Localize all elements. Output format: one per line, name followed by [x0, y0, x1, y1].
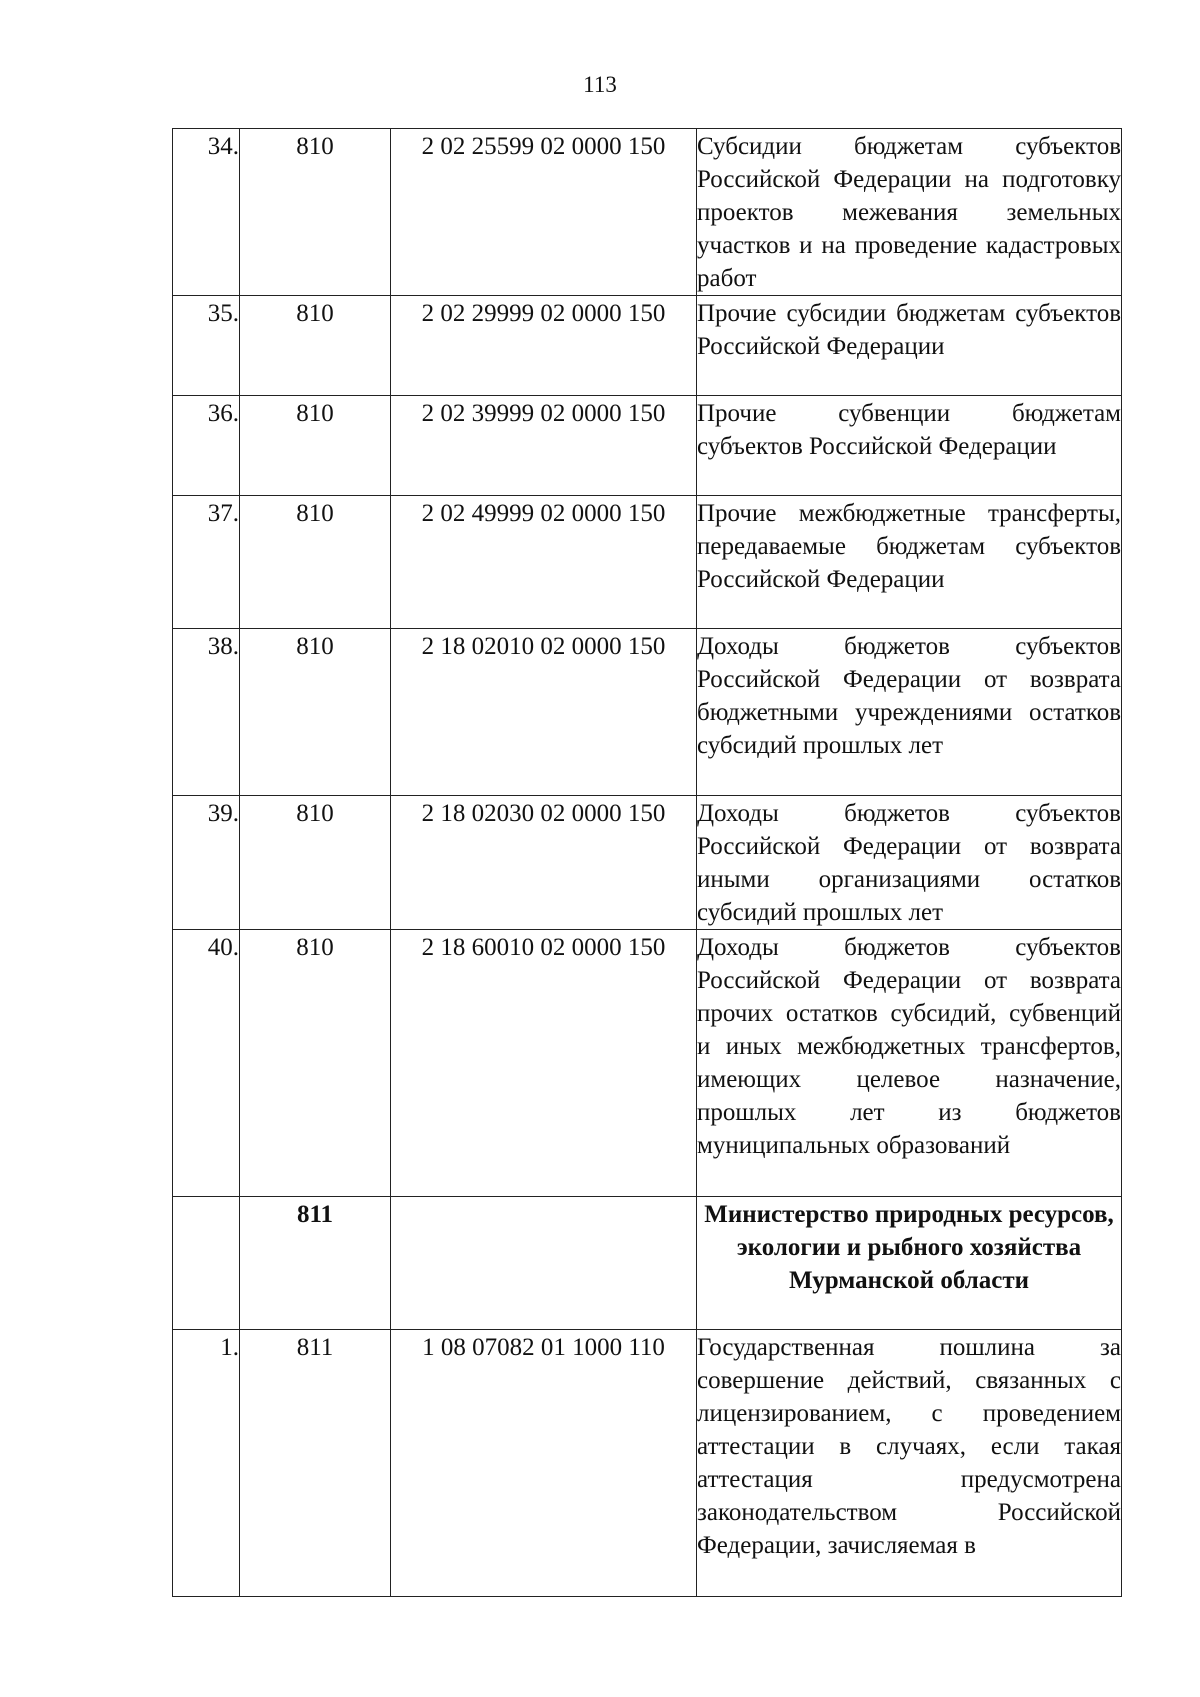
row-number: 38. — [173, 629, 240, 796]
table-row — [173, 930, 1122, 1197]
table-row — [173, 129, 1122, 296]
budget-classification-code: 2 18 02010 02 0000 150 — [391, 629, 697, 796]
table-row — [173, 396, 1122, 496]
revenue-name: Доходы бюджетов субъектов Российской Федерации от возврата прочих остатков субсидий, субвенций и иных межбюджетных трансфертов, имеющих целевое назначение, прошлых лет из бюджетов муниципальных образований — [697, 930, 1122, 1197]
revenue-name: Прочие субсидии бюджетам субъектов Российской Федерации — [697, 296, 1122, 396]
admin-code: 810 — [240, 396, 391, 496]
admin-code: 810 — [240, 930, 391, 1197]
row-number: 1. — [173, 1330, 240, 1597]
revenue-name: Прочие межбюджетные трансферты, передаваемые бюджетам субъектов Российской Федерации — [697, 496, 1122, 629]
admin-code: 810 — [240, 629, 391, 796]
table-row — [173, 296, 1122, 396]
admin-code: 810 — [240, 796, 391, 930]
budget-classification-code: 1 08 07082 01 1000 110 — [391, 1330, 697, 1597]
table-row — [173, 629, 1122, 796]
revenue-codes-table — [172, 128, 1122, 1597]
admin-code: 810 — [240, 296, 391, 396]
admin-code: 810 — [240, 129, 391, 296]
revenue-name: Государственная пошлина за совершение действий, связанных с лицензированием, с проведением аттестации в случаях, если такая аттестация предусмотрена законодательством Российской Федерации, зачисляемая в — [697, 1330, 1122, 1597]
budget-classification-code: 2 02 49999 02 0000 150 — [391, 496, 697, 629]
admin-code: 811 — [240, 1330, 391, 1597]
table-row — [173, 496, 1122, 629]
admin-code: 811 — [240, 1197, 391, 1330]
row-number: 40. — [173, 930, 240, 1197]
revenue-name: Субсидии бюджетам субъектов Российской Федерации на подготовку проектов межевания земельных участков и на проведение кадастровых работ — [697, 129, 1122, 296]
row-number: 37. — [173, 496, 240, 629]
revenue-name: Доходы бюджетов субъектов Российской Федерации от возврата бюджетными учреждениями остатков субсидий прошлых лет — [697, 629, 1122, 796]
budget-classification-code: 2 18 60010 02 0000 150 — [391, 930, 697, 1197]
admin-code: 810 — [240, 496, 391, 629]
row-number: 34. — [173, 129, 240, 296]
row-number: 35. — [173, 296, 240, 396]
ministry-name: Министерство природных ресурсов, экологии и рыбного хозяйства Мурманской области — [697, 1197, 1122, 1330]
budget-classification-code: 2 18 02030 02 0000 150 — [391, 796, 697, 930]
budget-classification-code: 2 02 29999 02 0000 150 — [391, 296, 697, 396]
budget-classification-code: 2 02 25599 02 0000 150 — [391, 129, 697, 296]
budget-classification-code: 2 02 39999 02 0000 150 — [391, 396, 697, 496]
row-number — [173, 1197, 240, 1330]
row-number: 36. — [173, 396, 240, 496]
table-row — [173, 1330, 1122, 1597]
row-number: 39. — [173, 796, 240, 930]
revenue-name: Доходы бюджетов субъектов Российской Федерации от возврата иными организациями остатков субсидий прошлых лет — [697, 796, 1122, 930]
section-header-row — [173, 1197, 1122, 1330]
budget-classification-code — [391, 1197, 697, 1330]
table-row — [173, 796, 1122, 930]
page-number: 113 — [583, 72, 617, 97]
revenue-name: Прочие субвенции бюджетам субъектов Российской Федерации — [697, 396, 1122, 496]
